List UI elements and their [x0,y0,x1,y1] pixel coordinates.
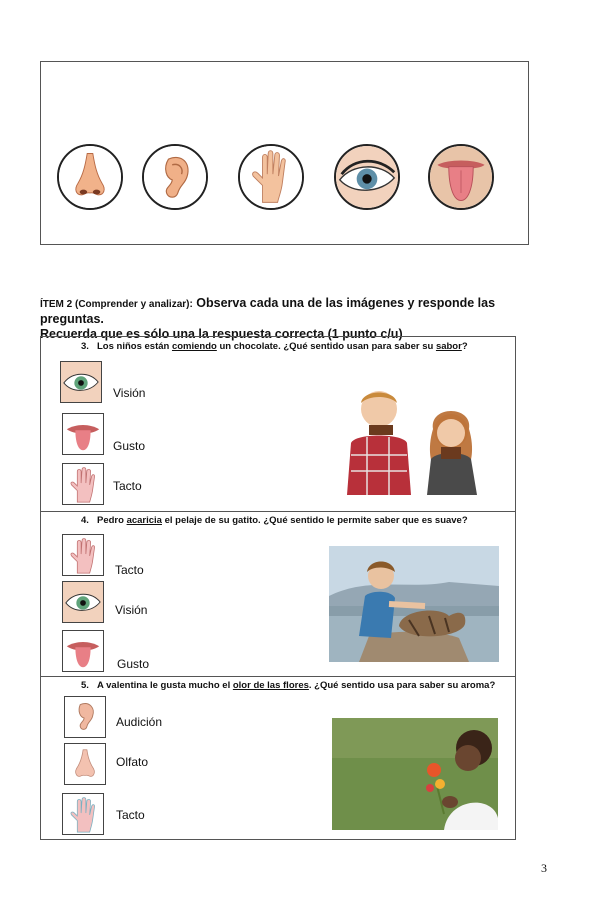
row-divider [41,511,515,512]
boy-petting-cat-photo [329,546,499,662]
option-label[interactable]: Visión [115,603,148,617]
question-3-text: 3. Los niños están comiendo un chocolate. ¿Qué sentido usan para saber su sabor? [81,341,468,352]
option-label[interactable]: Tacto [113,479,142,493]
option-label[interactable]: Audición [116,715,163,729]
option-label[interactable]: Gusto [117,657,150,671]
hand-icon[interactable] [62,793,104,835]
option-label[interactable]: Tacto [115,563,144,577]
girl-smelling-flowers-photo [332,718,498,830]
children-eating-chocolate-photo [341,385,491,495]
option-label[interactable]: Tacto [116,808,145,822]
page-number: 3 [541,861,547,875]
eye-icon[interactable] [62,581,104,623]
question-5-text: 5. A valentina le gusta mucho el olor de las flores. ¿Qué sentido usa para saber su aroma? [81,680,496,691]
tongue-icon [428,144,494,210]
row-divider [41,676,515,677]
item-instruction-line2: Recuerda que es sólo una la respuesta correcta (1 punto c/u) [40,327,403,341]
item-label: ÍTEM 2 (Comprender y analizar): [40,299,193,310]
question-4-text: 4. Pedro acaricia el pelaje de su gatito. ¿Qué sentido le permite saber que es suave? [81,515,468,526]
option-label[interactable]: Visión [113,386,146,400]
tongue-icon[interactable] [62,630,104,672]
hand-icon[interactable] [62,463,104,505]
ear-icon [142,144,208,210]
ear-icon[interactable] [64,696,106,738]
questions-box [40,336,516,840]
item-instruction: Observa cada una de las imágenes y responde las preguntas. [40,296,496,326]
senses-illustration-box [40,61,529,245]
option-label[interactable]: Gusto [113,439,146,453]
option-label[interactable]: Olfato [116,755,149,769]
hand-icon[interactable] [62,534,104,576]
tongue-icon[interactable] [62,413,104,455]
eye-icon[interactable] [60,361,102,403]
nose-icon[interactable] [64,743,106,785]
eye-icon [334,144,400,210]
hand-icon [238,144,304,210]
nose-icon [57,144,123,210]
